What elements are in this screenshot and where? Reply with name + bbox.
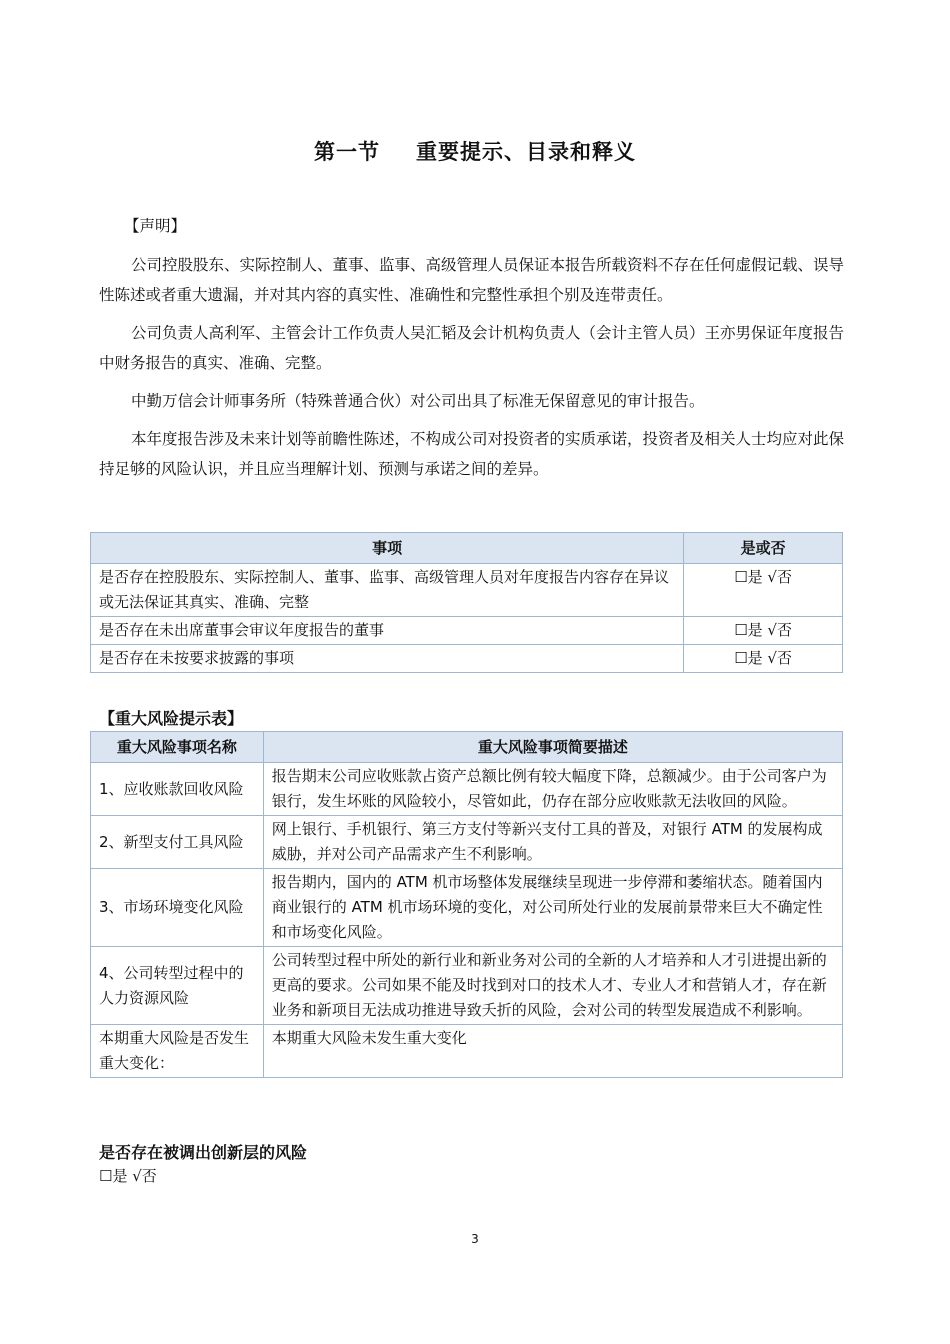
matter-item: 是否存在控股股东、实际控制人、董事、监事、高级管理人员对年度报告内容存在异议或无法保证其真实、准确、完整	[91, 564, 684, 617]
table-row	[91, 947, 843, 1025]
risk-name: 4、公司转型过程中的人力资源风险	[91, 947, 264, 1025]
section-number: 第一节	[314, 140, 380, 164]
matters-header-answer: 是或否	[684, 533, 843, 564]
risk-table-header	[91, 732, 843, 763]
statement-paragraph-2: 公司负责人高利军、主管会计工作负责人吴汇韬及会计机构负责人（会计主管人员）王亦男保证年度报告中财务报告的真实、准确、完整。	[99, 324, 845, 372]
matters-table	[90, 532, 843, 673]
matters-header-item: 事项	[91, 533, 684, 564]
matter-answer: ☐是 √否	[684, 617, 843, 645]
innovation-answer: ☐是 √否	[99, 1167, 157, 1185]
table-row	[91, 763, 843, 816]
risk-name: 3、市场环境变化风险	[91, 869, 264, 947]
risk-desc: 公司转型过程中所处的新行业和新业务对公司的全新的人才培养和人才引进提出新的更高的要求。公司如果不能及时找到对口的技术人才、专业人才和营销人才，存在新业务和新项目无法成功推进导致夭折的风险，会对公司的转型发展造成不利影响。	[263, 947, 842, 1025]
statement-label: 【声明】	[124, 217, 187, 235]
matter-answer: ☐是 √否	[684, 564, 843, 617]
risk-section-title: 【重大风险提示表】	[99, 709, 244, 728]
matter-answer: ☐是 √否	[684, 645, 843, 673]
section-title	[0, 136, 950, 166]
risk-name: 本期重大风险是否发生重大变化：	[91, 1025, 264, 1078]
section-heading: 重要提示、目录和释义	[416, 140, 636, 164]
risk-header-desc: 重大风险事项简要描述	[263, 732, 842, 763]
statement-paragraph-3: 中勤万信会计师事务所（特殊普通合伙）对公司出具了标准无保留意见的审计报告。	[131, 392, 705, 410]
table-row	[91, 869, 843, 947]
risk-name: 1、应收账款回收风险	[91, 763, 264, 816]
table-row	[91, 617, 843, 645]
table-row	[91, 564, 843, 617]
matters-table-header	[91, 533, 843, 564]
table-row	[91, 816, 843, 869]
risk-table	[90, 731, 843, 1078]
innovation-question: 是否存在被调出创新层的风险	[99, 1143, 308, 1162]
risk-header-name: 重大风险事项名称	[91, 732, 264, 763]
page-number: 3	[471, 1232, 479, 1246]
table-row	[91, 645, 843, 673]
matter-item: 是否存在未按要求披露的事项	[91, 645, 684, 673]
statement-paragraph-1: 公司控股股东、实际控制人、董事、监事、高级管理人员保证本报告所载资料不存在任何虚假记载、误导性陈述或者重大遗漏，并对其内容的真实性、准确性和完整性承担个别及连带责任。	[99, 256, 845, 304]
risk-desc: 报告期末公司应收账款占资产总额比例有较大幅度下降，总额减少。由于公司客户为银行，发生坏账的风险较小，尽管如此，仍存在部分应收账款无法收回的风险。	[263, 763, 842, 816]
risk-desc: 本期重大风险未发生重大变化	[263, 1025, 842, 1078]
statement-body	[99, 250, 854, 484]
risk-desc: 报告期内，国内的 ATM 机市场整体发展继续呈现进一步停滞和萎缩状态。随着国内商业银行的 ATM 机市场环境的变化，对公司所处行业的发展前景带来巨大不确定性和市场变化风险。	[263, 869, 842, 947]
table-row	[91, 1025, 843, 1078]
matter-item: 是否存在未出席董事会审议年度报告的董事	[91, 617, 684, 645]
risk-desc: 网上银行、手机银行、第三方支付等新兴支付工具的普及，对银行 ATM 的发展构成威胁，并对公司产品需求产生不利影响。	[263, 816, 842, 869]
statement-paragraph-4: 本年度报告涉及未来计划等前瞻性陈述，不构成公司对投资者的实质承诺，投资者及相关人士均应对此保持足够的风险认识，并且应当理解计划、预测与承诺之间的差异。	[99, 430, 845, 478]
risk-name: 2、新型支付工具风险	[91, 816, 264, 869]
